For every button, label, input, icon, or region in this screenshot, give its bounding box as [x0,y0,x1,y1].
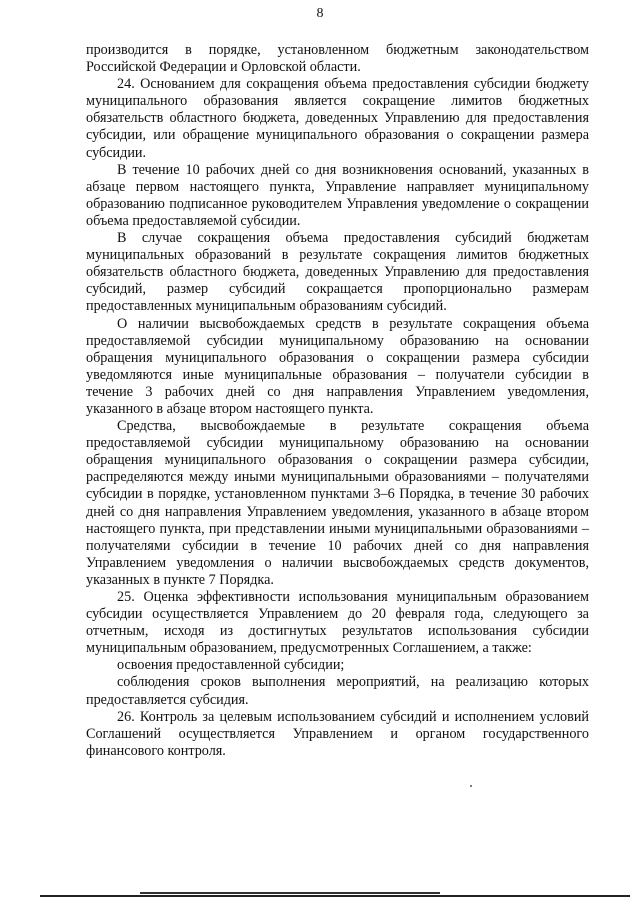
list-item-deadlines: соблюдения сроков выполнения мероприятий, на реализацию которых предоставляется субсидия. [86,674,589,708]
scan-edge-artifact [140,892,440,894]
paragraph-continuation: производится в порядке, установленном бюджетным законодательством Российской Федерации и Орловской области. [86,42,589,76]
paragraph-proportional-reduction: В случае сокращения объема предоставления субсидий бюджетам муниципальных образований в результате сокращения лимитов бюджетных обязательств областного бюджета, доведенных Управлению для предоставления субсидий, размер субсидий сокращается пропорционально размерам предоставленных муниципальным образованиям субсидий. [86,230,589,315]
scan-artifact-dot [470,785,472,787]
document-body [86,42,589,760]
page-number: 8 [316,6,324,21]
paragraph-released-funds-notice: О наличии высвобождаемых средств в результате сокращения объема предоставляемой субсидии муниципальному образованию на основании обращения муниципального образования о сокращении размера субсидии уведомляются иные муниципальные образования – получатели субсидии в течение 3 рабочих дней со дня направления Управлением уведомления, указанного в абзаце втором настоящего пункта. [86,315,589,417]
paragraph-24: 24. Основанием для сокращения объема предоставления субсидии бюджету муниципального образования является сокращение лимитов бюджетных обязательств областного бюджета, доведенных Управлению для предоставления субсидии, или обращение муниципального образования о сокращении размера субсидии. [86,76,589,161]
paragraph-notification-term: В течение 10 рабочих дней со дня возникновения оснований, указанных в абзаце первом настоящего пункта, Управление направляет муниципальному образованию подписанное руководителем Управления уведомление о сокращении объема предоставляемой субсидии. [86,161,589,229]
paragraph-25: 25. Оценка эффективности использования муниципальным образованием субсидии осуществляется Управлением до 20 февраля года, следующего за отчетным, исходя из достигнутых результатов использования субсидии муниципальным образованием, предусмотренных Соглашением, а также: [86,589,589,657]
paragraph-released-funds-distribution: Средства, высвобождаемые в результате сокращения объема предоставляемой субсидии муниципальному образованию на основании обращения муниципального образования о сокращении размера субсидии, распределяются между иными муниципальными образованиями – получателями субсидии в порядке, установленном пунктами 3–6 Порядка, в течение 30 рабочих дней со дня направления Управлением уведомления, указанного в абзаце втором настоящего пункта, при представлении иными муниципальными образованиями – получателями субсидии в течение 10 рабочих дней со дня направления Управлением уведомления о наличии высвобождаемых средств документов, указанных в пункте 7 Порядка. [86,418,589,588]
bottom-rule [40,895,630,897]
list-item-subsidy-use: освоения предоставленной субсидии; [117,657,345,674]
paragraph-26: 26. Контроль за целевым использованием субсидий и исполнением условий Соглашений осуществляется Управлением и органом государственного финансового контроля. [86,708,589,759]
